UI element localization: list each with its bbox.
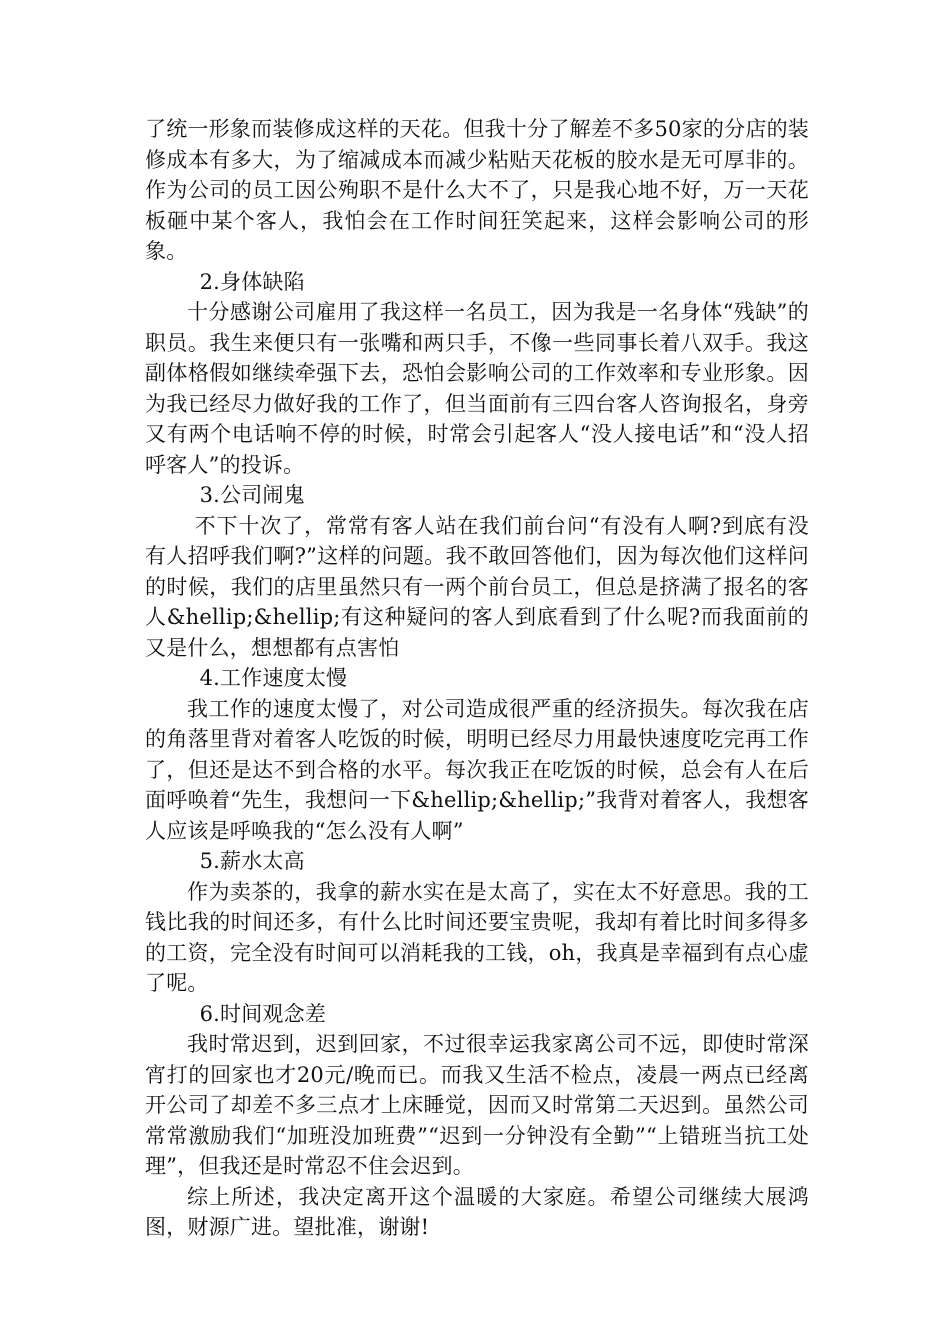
- paragraph-high-salary: 作为卖茶的，我拿的薪水实在是太高了，实在太不好意思。我的工钱比我的时间还多，有什么比时间还要宝贵呢，我却有着比时间多得多的工资，完全没有时间可以消耗我的工钱，oh，我真是幸福到有点心虚了呢。: [145, 879, 809, 995]
- document-body: [145, 114, 809, 1243]
- heading-time-sense: 6.时间观念差: [199, 1001, 327, 1026]
- paragraph-slow-work: 我工作的速度太慢了，对公司造成很严重的经济损失。每次我在店的角落里背对着客人吃饭的时候，明明已经尽力用最快速度吃完再工作了，但还是达不到合格的水平。每次我正在吃饭的时候，总会有人在后面呼唤着“先生，我想问一下&hellip;&hellip;”我背对着客人，我想客人应该是呼唤我的“怎么没有人啊”: [145, 696, 809, 843]
- heading-body-defect: 2.身体缺陷: [199, 269, 305, 294]
- heading-high-salary: 5.薪水太高: [199, 849, 305, 873]
- paragraph-ceiling: 了统一形象而装修成这样的天花。但我十分了解差不多50家的分店的装修成本有多大，为了缩减成本而减少粘贴天花板的胶水是无可厚非的。作为公司的员工因公殉职不是什么大不了，只是我心地不好，万一天花板砸中某个客人，我怕会在工作时间狂笑起来，这样会影响公司的形象。: [145, 117, 809, 263]
- paragraph-time-sense: 我时常迟到，迟到回家，不过很幸运我家离公司不远，即使时常深宵打的回家也才20元/晚而已。而我又生活不检点，凌晨一两点已经离开公司了却差不多三点才上床睡觉，因而又时常第二天迟到。虽然公司常常激励我们“加班没加班费”“迟到一分钟没有全勤”“上错班当抗工处理”，但我还是时常忍不住会迟到。: [145, 1032, 809, 1178]
- paragraph-conclusion: 综上所述，我决定离开这个温暖的大家庭。希望公司继续大展鸿图，财源广进。望批准，谢谢!: [145, 1184, 809, 1239]
- paragraph-haunted: 不下十次了，常常有客人站在我们前台问“有没有人啊?到底有没有人招呼我们啊?”这样的问题。我不敢回答他们，因为每次他们这样问的时候，我们的店里虽然只有一两个前台员工，但总是挤满了报名的客人&hellip;&hellip;有这种疑问的客人到底看到了什么呢?而我面前的又是什么，想想都有点害怕: [145, 513, 809, 660]
- heading-haunted: 3.公司闹鬼: [199, 483, 305, 507]
- paragraph-body-defect: 十分感谢公司雇用了我这样一名员工，因为我是一名身体“残缺”的职员。我生来便只有一张嘴和两只手，不像一些同事长着八双手。我这副体格假如继续牵强下去，恐怕会影响公司的工作效率和专业形象。因为我已经尽力做好我的工作了，但当面前有三四台客人咨询报名，身旁又有两个电话响不停的时候，时常会引起客人“没人接电话”和“没人招呼客人”的投诉。: [145, 300, 809, 477]
- heading-slow-work: 4.工作速度太慢: [199, 666, 348, 690]
